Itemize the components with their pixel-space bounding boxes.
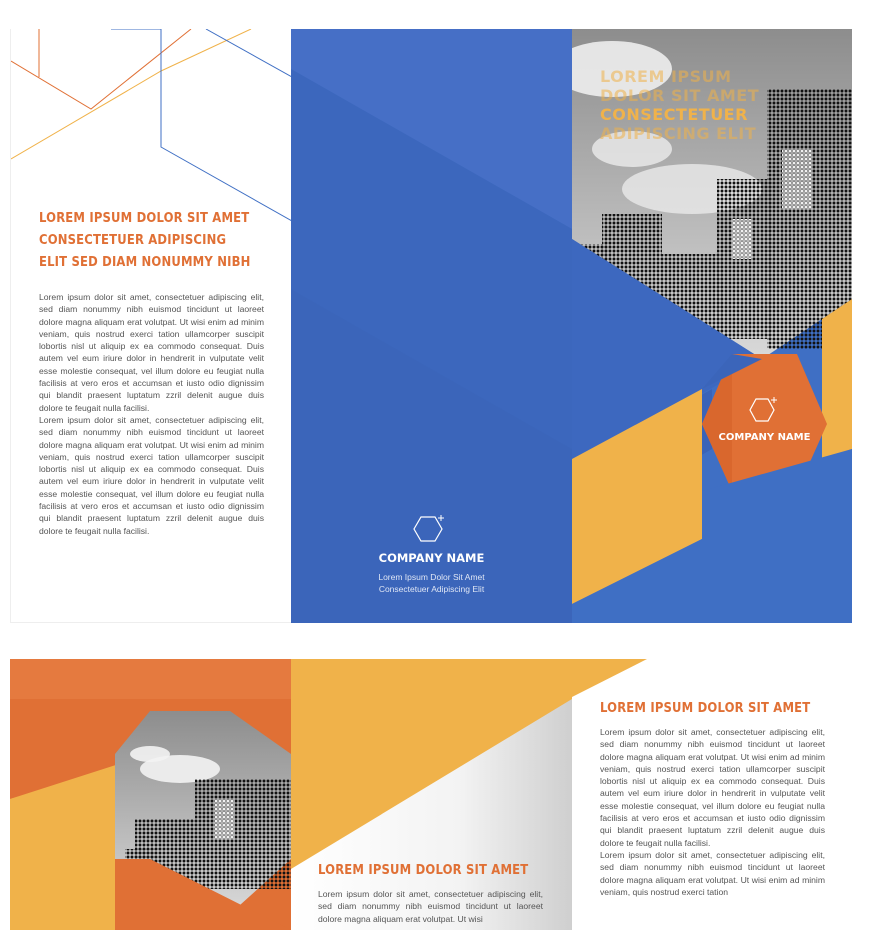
bottom-right-heading: LOREM IPSUM DOLOR SIT AMET bbox=[600, 700, 811, 716]
top-left-heading bbox=[39, 207, 289, 273]
hero-line-3: CONSECTETUER bbox=[600, 105, 748, 124]
hero-line-2: DOLOR SIT AMET bbox=[600, 86, 760, 105]
tagline-line-1: Lorem Ipsum Dolor Sit Amet bbox=[378, 572, 485, 582]
bottom-middle-paragraph: Lorem ipsum dolor sit amet, consectetuer adipiscing elit, sed diam nonummy nibh euismod tincidunt ut laoreet dolore magna aliquam erat volutpat. Ut wisi bbox=[318, 889, 543, 924]
heading-line-2: CONSECTETUER ADIPISCING bbox=[39, 232, 227, 248]
hero-line-4: ADIPISCING ELIT bbox=[600, 124, 757, 143]
top-left-panel bbox=[10, 29, 291, 623]
tagline-line-2: Consectetuer Adipiscing Elit bbox=[378, 584, 485, 594]
cover-hero-text bbox=[600, 67, 840, 143]
bottom-middle-heading: LOREM IPSUM DOLOR SIT AMET bbox=[318, 862, 529, 878]
bottom-right-paragraph-2: Lorem ipsum dolor sit amet, consectetuer adipiscing elit, sed diam nonummy nibh euismod tincidunt ut laoreet dolore magna aliquam erat volutpat. Ut wisi enim ad minim veniam, quis nostrud exerci tation bbox=[600, 849, 825, 897]
bottom-left-panel bbox=[10, 659, 291, 930]
top-middle-panel bbox=[291, 29, 572, 623]
bottom-spread bbox=[10, 659, 852, 930]
company-logo-hexagon-icon bbox=[412, 513, 452, 549]
bottom-right-paragraph-1: Lorem ipsum dolor sit amet, consectetuer adipiscing elit, sed diam nonummy nibh euismod tincidunt ut laoreet dolore magna aliquam erat volutpat. Ut wisi enim ad minim veniam, quis nostrud exerci tation ullamcorper suscipit lobortis nisl ut aliquip ex ea commodo consequat. Duis autem vel eum iriure dolor in hendrerit in vulputate velit esse molestie consequat, vel illum dolore eu feugiat nulla facilisis at vero eros et accumsan et iusto odio dignissim qui blandit praesent luptatum zzril delenit augue duis dolore te feugait nulla facilisi. bbox=[600, 727, 825, 848]
decorative-line-art bbox=[11, 29, 291, 229]
heading-line-1: LOREM IPSUM DOLOR SIT AMET bbox=[39, 210, 250, 226]
cover-logo-hexagon-icon bbox=[748, 395, 782, 427]
bottom-left-artwork bbox=[10, 659, 291, 930]
heading-line-3: ELIT SED DIAM NONUMMY NIBH bbox=[39, 254, 251, 270]
top-spread bbox=[10, 29, 852, 623]
paragraph-1: Lorem ipsum dolor sit amet, consectetuer adipiscing elit, sed diam nonummy nibh euismod tincidunt ut laoreet dolore magna aliquam erat volutpat. Ut wisi enim ad minim veniam, quis nostrud exerci tation ullamcorper suscipit lobortis nisl ut aliquip ex ea commodo consequat. Duis autem vel eum iriure dolor in hendrerit in vulputate velit esse molestie consequat, vel illum dolore eu feugiat nulla facilisis at vero eros et accumsan et iusto odio dignissim qui blandit praesent luptatum zzril delenit augue duis dolore te feugait nulla facilisi. bbox=[39, 292, 264, 413]
top-right-cover bbox=[572, 29, 852, 623]
top-left-body bbox=[39, 291, 264, 537]
bottom-middle-panel bbox=[291, 659, 572, 930]
company-name: COMPANY NAME bbox=[378, 551, 485, 565]
bottom-right-body bbox=[600, 726, 825, 898]
paragraph-2: Lorem ipsum dolor sit amet, consectetuer adipiscing elit, sed diam nonummy nibh euismod tincidunt ut laoreet dolore magna aliquam erat volutpat. Ut wisi enim ad minim veniam, quis nostrud exerci tation ullamcorper suscipit lobortis nisl ut aliquip ex ea commodo consequat. Duis autem vel eum iriure dolor in hendrerit in vulputate velit esse molestie consequat, vel illum dolore eu feugiat nulla facilisis at vero eros et accumsan et iusto odio dignissim qui blandit praesent luptatum zzril delenit augue duis dolore te feugait nulla facilisi. bbox=[39, 414, 264, 536]
hero-line-1: LOREM IPSUM bbox=[600, 67, 732, 86]
cover-company-name: COMPANY NAME bbox=[718, 432, 811, 443]
bottom-right-panel bbox=[572, 659, 852, 930]
